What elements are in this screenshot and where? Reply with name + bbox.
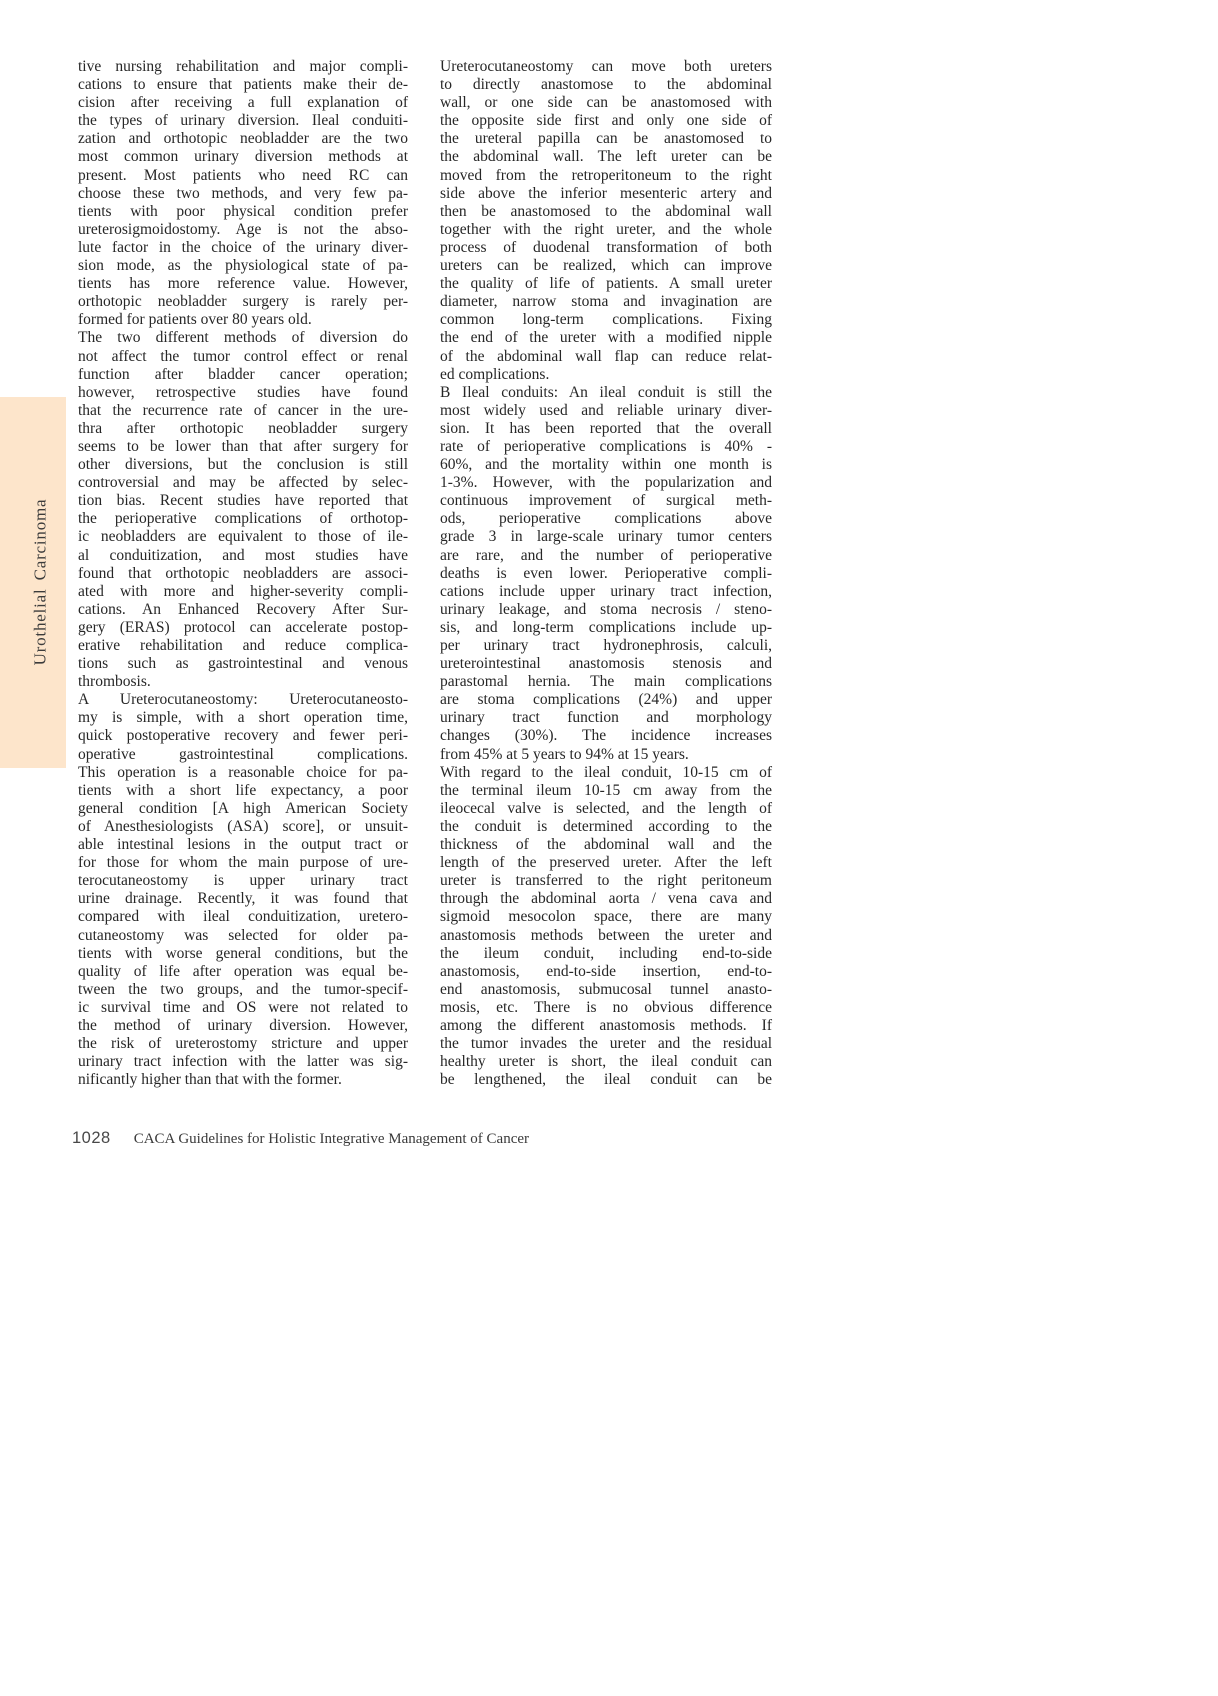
text-line: for those for whom the main purpose of ure- [78,854,408,872]
text-line: end anastomosis, submucosal tunnel anasto- [440,980,772,998]
text-line: anastomosis methods between the ureter and [440,926,772,944]
text-line: cations to ensure that patients make their de- [78,76,408,94]
text-line: most common urinary diversion methods at [78,148,408,166]
text-line: however, retrospective studies have found [78,383,408,401]
text-line: are stoma complications (24%) and upper [440,691,772,709]
text-line: cations. An Enhanced Recovery After Sur- [78,600,408,618]
text-line: With regard to the ileal conduit, 10-15 cm of [440,763,772,781]
text-line: moved from the retroperitoneum to the right [440,166,772,184]
text-line: tients with a short life expectancy, a poor [78,781,408,799]
text-line: A Ureterocutaneostomy: Ureterocutaneosto- [78,691,408,709]
text-line: the conduit is determined according to the [440,817,772,835]
text-line: ated with more and higher-severity compli- [78,582,408,600]
text-line: sion. It has been reported that the overall [440,419,772,437]
text-line: ureterosigmoidostomy. Age is not the abso- [78,220,408,238]
text-line: sigmoid mesocolon space, there are many [440,908,772,926]
text-line: quick postoperative recovery and fewer peri- [78,727,408,745]
text-line: grade 3 in large-scale urinary tumor centers [440,528,772,546]
text-line: the opposite side first and only one side of [440,112,772,130]
text-line: other diversions, but the conclusion is still [78,456,408,474]
text-line: length of the preserved ureter. After the left [440,854,772,872]
text-line: urinary leakage, and stoma necrosis / steno- [440,600,772,618]
text-line: tween the two groups, and the tumor-specif- [78,980,408,998]
text-line: Ureterocutaneostomy can move both ureters [440,58,772,75]
text-line: cations include upper urinary tract infection, [440,582,772,600]
text-line: general condition [A high American Society [78,799,408,817]
text-line: controversial and may be affected by selec- [78,474,408,492]
text-line: function after bladder cancer operation; [78,365,408,383]
text-line: the abdominal wall. The left ureter can be [440,148,772,166]
text-line: of the abdominal wall flap can reduce relat- [440,347,772,365]
chapter-tab [0,397,66,768]
text-line: sis, and long-term complications include up- [440,618,772,636]
text-line: the tumor invades the ureter and the residual [440,1035,772,1053]
text-line: operative gastrointestinal complications. [78,745,408,763]
text-line: formed for patients over 80 years old. [78,311,312,329]
text-line: the perioperative complications of orthotop- [78,510,408,528]
text-line: thra after orthotopic neobladder surgery [78,419,408,437]
text-line: choose these two methods, and very few pa- [78,184,408,202]
text-line: changes (30%). The incidence increases [440,727,772,745]
text-line: urine drainage. Recently, it was found that [78,890,408,908]
text-line: tion bias. Recent studies have reported that [78,492,408,510]
text-line: wall, or one side can be anastomosed with [440,94,772,112]
text-line: my is simple, with a short operation time, [78,709,408,727]
text-line: quality of life after operation was equal be- [78,962,408,980]
text-line: continuous improvement of surgical meth- [440,492,772,510]
text-line: most widely used and reliable urinary diver- [440,401,772,419]
text-line: not affect the tumor control effect or renal [78,347,408,365]
text-line: together with the right ureter, and the whole [440,220,772,238]
text-line: ureters can be realized, which can improve [440,257,772,275]
text-line: the ileum conduit, including end-to-side [440,944,772,962]
text-line: the risk of ureterostomy stricture and upper [78,1035,408,1053]
text-line: process of duodenal transformation of both [440,238,772,256]
text-line: able intestinal lesions in the output tract or [78,836,408,854]
text-line: The two different methods of diversion do [78,329,408,347]
chapter-tab-label: Urothelial Carcinoma [30,498,50,666]
text-line: ic survival time and OS were not related to [78,998,408,1016]
text-line: tients with poor physical condition prefer [78,202,408,220]
text-line: lute factor in the choice of the urinary diver- [78,238,408,256]
text-line: are rare, and the number of perioperative [440,546,772,564]
text-line: the method of urinary diversion. However, [78,1016,408,1034]
text-line: mosis, etc. There is no obvious difference [440,998,772,1016]
text-line: from 45% at 5 years to 94% at 15 years. [440,745,689,763]
text-line: cision after receiving a full explanation of [78,94,408,112]
text-line: the ureteral papilla can be anastomosed to [440,130,772,148]
text-line: found that orthotopic neobladders are associ- [78,564,408,582]
text-line: healthy ureter is short, the ileal conduit can [440,1053,772,1071]
text-line: B Ileal conduits: An ileal conduit is still the [440,383,772,401]
left-column [78,58,408,1089]
text-line: ileocecal valve is selected, and the length of [440,799,772,817]
text-line: gery (ERAS) protocol can accelerate postop- [78,618,408,636]
text-line: sion mode, as the physiological state of pa- [78,257,408,275]
text-line: ureterointestinal anastomosis stenosis and [440,655,772,673]
text-line: ods, perioperative complications above [440,510,772,528]
text-line: then be anastomosed to the abdominal wall [440,202,772,220]
text-line: 1-3%. However, with the popularization and [440,474,772,492]
text-line: thrombosis. [78,673,151,691]
text-line: ureter is transferred to the right peritoneum [440,872,772,890]
text-line: terocutaneostomy is upper urinary tract [78,872,408,890]
text-line: of Anesthesiologists (ASA) score], or unsuit- [78,817,408,835]
text-line: parastomal hernia. The main complications [440,673,772,691]
text-line: tive nursing rehabilitation and major compli- [78,58,408,75]
text-line: tions such as gastrointestinal and venous [78,655,408,673]
text-line: urinary tract infection with the latter was sig- [78,1053,408,1071]
text-line: ic neobladders are equivalent to those of ile- [78,528,408,546]
footer-book-title: CACA Guidelines for Holistic Integrative Management of Cancer [133,1131,530,1147]
text-line: that the recurrence rate of cancer in the ure- [78,401,408,419]
text-line: compared with ileal conduitization, uretero- [78,908,408,926]
text-line: tients with worse general conditions, but the [78,944,408,962]
text-line: zation and orthotopic neobladder are the two [78,130,408,148]
text-line: common long-term complications. Fixing [440,311,772,329]
text-line: to directly anastomose to the abdominal [440,76,772,94]
text-line: orthotopic neobladder surgery is rarely per- [78,293,408,311]
text-line: anastomosis, end-to-side insertion, end-to- [440,962,772,980]
right-column [440,58,772,1089]
text-line: be lengthened, the ileal conduit can be [440,1071,772,1089]
text-line: among the different anastomosis methods. If [440,1016,772,1034]
text-line: diameter, narrow stoma and invagination are [440,293,772,311]
text-line: urinary tract function and morphology [440,709,772,727]
text-line: This operation is a reasonable choice for pa- [78,763,408,781]
text-line: erative rehabilitation and reduce complica- [78,637,408,654]
text-line: 60%, and the mortality within one month is [440,456,772,474]
text-line: the types of urinary diversion. Ileal conduiti- [78,112,408,130]
text-line: the terminal ileum 10-15 cm away from the [440,781,772,799]
text-line: seems to be lower than that after surgery for [78,437,408,455]
text-line: the quality of life of patients. A small ureter [440,275,772,293]
text-line: present. Most patients who need RC can [78,166,408,184]
text-line: thickness of the abdominal wall and the [440,836,772,854]
text-line: al conduitization, and most studies have [78,546,408,564]
text-line: the end of the ureter with a modified nipple [440,329,772,347]
page-number: 1028 [72,1129,111,1147]
text-line: tients has more reference value. However, [78,275,408,293]
text-line: rate of perioperative complications is 40% - [440,437,772,455]
text-line: through the abdominal aorta / vena cava and [440,890,772,908]
text-line: ed complications. [440,365,550,383]
text-line: deaths is even lower. Perioperative compli- [440,564,772,582]
text-line: per urinary tract hydronephrosis, calculi, [440,637,772,654]
text-line: nificantly higher than that with the former. [78,1071,342,1089]
text-line: side above the inferior mesenteric artery and [440,184,772,202]
text-line: cutaneostomy was selected for older pa- [78,926,408,944]
page-footer [72,1129,529,1149]
